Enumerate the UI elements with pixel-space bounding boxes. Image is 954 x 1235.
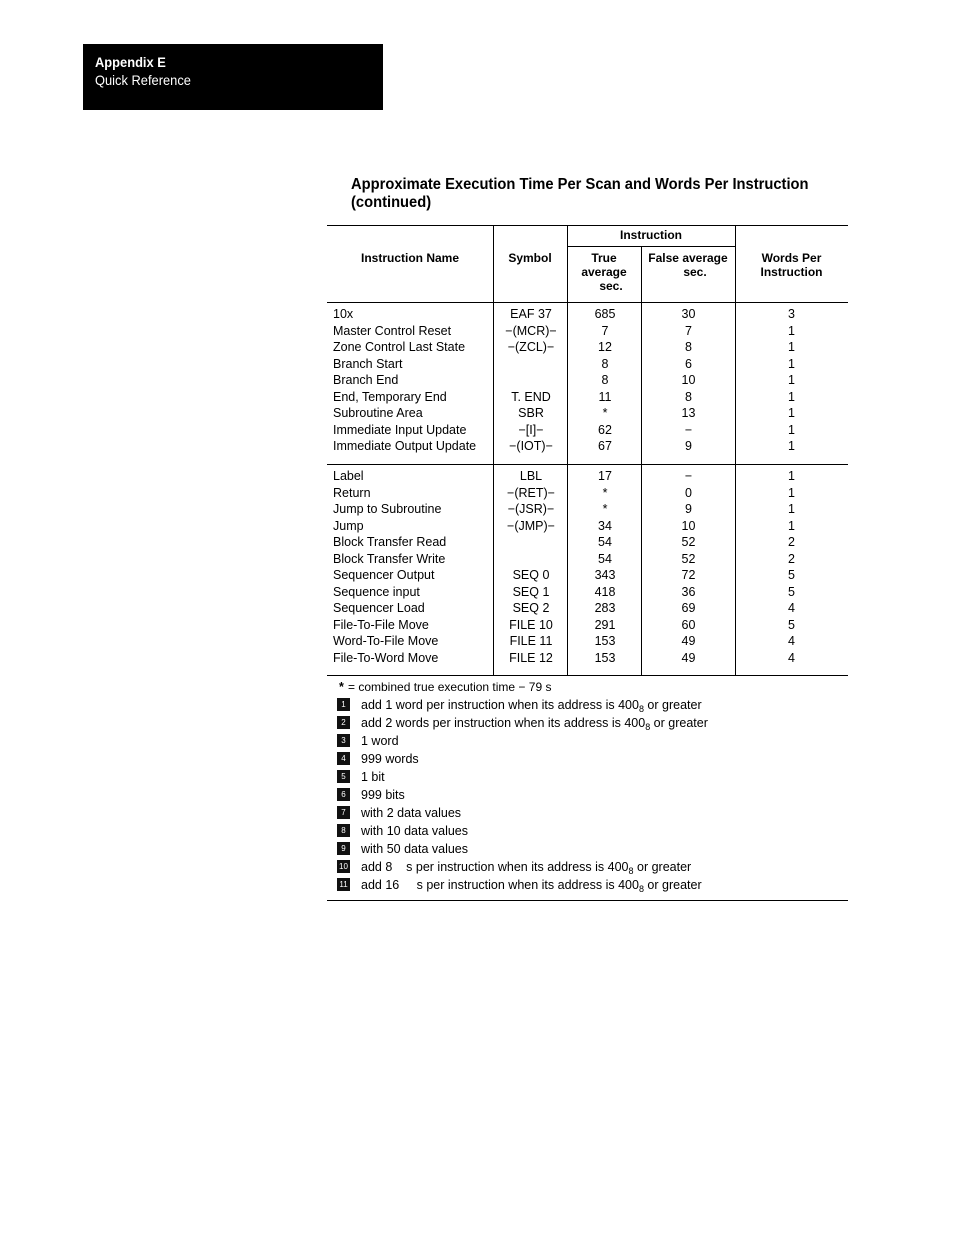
instruction-name-cell: Zone Control Last State [333, 340, 466, 354]
words-cell: 1 [788, 485, 795, 500]
words-cell: 4 [788, 601, 795, 615]
true-average-cell: * [602, 502, 608, 516]
symbol-cell: FILE 10 [509, 617, 553, 632]
false-average-cell: 60 [681, 617, 696, 632]
footnote-subscript: 8 [638, 884, 644, 894]
footnote-number-badge: 10 [337, 860, 350, 873]
true-average-cell: * [602, 406, 608, 420]
symbol-cell: −(JSR)− [507, 502, 555, 516]
appendix-label: Appendix E [95, 54, 166, 70]
header-words-line1: Words Per [761, 251, 822, 265]
false-average-cell: 49 [681, 634, 696, 648]
false-average-cell: 52 [681, 535, 696, 549]
false-average-cell: 0 [685, 485, 692, 500]
instruction-name-cell: Branch Start [333, 356, 403, 371]
false-average-cell: 72 [681, 568, 696, 582]
header-true-line1: True [591, 251, 617, 265]
footnote-subscript: 8 [638, 704, 644, 714]
symbol-cell: FILE 11 [509, 634, 553, 648]
instruction-name-cell: File-To-Word Move [333, 650, 439, 665]
words-cell: 3 [788, 307, 795, 321]
footnote-text [361, 732, 399, 750]
table-title [351, 176, 851, 212]
true-average-cell: 12 [598, 340, 612, 354]
footnote-number-badge: 4 [337, 752, 350, 765]
header-false-line2: sec. [683, 265, 707, 279]
footnote-star-symbol: * [339, 680, 344, 694]
footnote-number-badge: 9 [337, 842, 350, 855]
symbol-cell [494, 372, 568, 389]
words-cell: 1 [788, 323, 795, 338]
instruction-name-cell: Subroutine Area [333, 406, 423, 420]
footnote-main-text: 1 bit [361, 770, 385, 784]
true-average-cell: 343 [594, 568, 616, 582]
footnote-text [361, 858, 691, 876]
footnote-number-badge: 8 [337, 824, 350, 837]
symbol-cell: −(ZCL)− [507, 340, 555, 354]
words-cell: 1 [788, 340, 795, 354]
symbol-cell: EAF 37 [510, 307, 552, 321]
page-header [83, 44, 383, 110]
footnote-subscript: 8 [645, 722, 651, 732]
header-false-line1: False average [648, 251, 728, 265]
words-cell: 1 [788, 439, 795, 453]
footnote-text [361, 804, 461, 822]
header-words-line2: Instruction [760, 265, 823, 279]
true-average-cell: 34 [598, 518, 612, 533]
instruction-name-cell: Branch End [333, 373, 399, 387]
footnote-main-text: with 50 data values [361, 842, 469, 856]
footnote-tail-text: or greater [643, 878, 702, 892]
false-average-cell: 9 [685, 439, 692, 453]
true-average-cell: 418 [594, 584, 616, 599]
symbol-cell: −(RET)− [507, 485, 555, 500]
words-cell: 5 [788, 568, 795, 582]
symbol-cell: SEQ 1 [512, 584, 550, 599]
footnote-main-text: add 16 s per instruction when its address is 400 [361, 878, 639, 892]
footnote-main-text: 999 words [361, 752, 419, 766]
footnote-text [361, 840, 468, 858]
false-average-cell: 49 [681, 650, 696, 665]
true-average-cell: 8 [601, 373, 609, 387]
words-cell: 1 [788, 389, 795, 404]
footnote-text [361, 786, 405, 804]
instruction-name-cell: Sequencer Load [333, 601, 425, 615]
footnote-text [361, 768, 385, 786]
false-average-cell: 30 [681, 307, 696, 321]
header-true-average [567, 251, 641, 293]
instruction-rule [567, 246, 735, 247]
footnote-main-text: add 1 word per instruction when its address is 400 [361, 698, 639, 712]
symbol-cell [494, 534, 568, 551]
table-title-line2: (continued) [351, 194, 432, 211]
footnote-main-text: add 8 s per instruction when its address is 400 [361, 860, 629, 874]
footnote-number-badge: 7 [337, 806, 350, 819]
instruction-name-cell: Block Transfer Write [333, 551, 446, 566]
instruction-name-cell: Jump to Subroutine [333, 502, 442, 516]
footnote-text [361, 876, 702, 894]
instruction-name-cell: 10x [333, 307, 354, 321]
footnote-star-text: = combined true execution time − 79 s [348, 680, 552, 694]
footnote-main-text: with 2 data values [361, 806, 462, 820]
true-average-cell: * [602, 485, 608, 500]
false-average-cell: 8 [685, 340, 692, 354]
footnote-bottom-rule [327, 900, 848, 901]
instruction-name-cell: End, Temporary End [333, 389, 447, 404]
header-symbol: Symbol [508, 251, 552, 265]
false-average-cell: 8 [685, 389, 692, 404]
words-cell: 1 [788, 422, 795, 437]
footnote-tail-text: or greater [650, 716, 708, 730]
true-average-cell: 54 [598, 535, 612, 549]
true-average-cell: 153 [594, 634, 616, 648]
footnote-main-text: add 2 words per instruction when its address is 400 [361, 716, 646, 730]
instruction-name-cell: Label [333, 469, 364, 483]
footnote-main-text: 1 word [361, 734, 399, 748]
true-average-cell: 8 [601, 356, 609, 371]
true-average-cell: 153 [594, 650, 616, 665]
false-average-cell: 10 [681, 373, 696, 387]
symbol-cell: SBR [518, 406, 544, 420]
false-average-cell: 69 [681, 601, 696, 615]
true-average-cell: 11 [598, 389, 612, 404]
instruction-name-cell: Jump [333, 518, 364, 533]
true-average-cell: 291 [594, 617, 616, 632]
words-cell: 4 [788, 634, 795, 648]
symbol-cell: SEQ 2 [512, 601, 550, 615]
words-cell: 5 [788, 617, 795, 632]
false-average-cell: 13 [681, 406, 696, 420]
table-bottom-rule [327, 675, 848, 676]
true-average-cell: 283 [594, 601, 616, 615]
group-divider-rule [327, 464, 848, 465]
footnote-number-badge: 6 [337, 788, 350, 801]
symbol-cell: −(IOT)− [509, 439, 553, 453]
true-average-cell: 7 [601, 323, 609, 338]
words-cell: 1 [788, 373, 795, 387]
symbol-cell: −(MCR)− [505, 323, 557, 338]
false-average-cell: − [684, 469, 693, 483]
footnote-tail-text: or greater [643, 698, 702, 712]
words-cell: 1 [788, 406, 795, 420]
true-average-cell: 685 [594, 307, 616, 321]
footnote-subscript: 8 [628, 866, 634, 876]
header-true-line2: average [581, 265, 627, 279]
instruction-name-cell: Immediate Input Update [333, 422, 467, 437]
instruction-name-cell: Master Control Reset [333, 323, 452, 338]
footnote-number-badge: 5 [337, 770, 350, 783]
instruction-name-cell: Word-To-File Move [333, 634, 439, 648]
footnote-main-text: 999 bits [361, 788, 405, 802]
symbol-cell: SEQ 0 [512, 568, 550, 582]
words-cell: 1 [788, 518, 795, 533]
symbol-cell: −[I]− [518, 422, 544, 437]
true-average-cell: 67 [598, 439, 612, 453]
false-average-cell: 52 [681, 551, 696, 566]
footnote-text [361, 714, 708, 732]
instruction-name-cell: Block Transfer Read [333, 535, 447, 549]
symbol-cell: FILE 12 [509, 650, 553, 665]
footnote-number-badge: 3 [337, 734, 350, 747]
footnote-number-badge: 2 [337, 716, 350, 729]
true-average-cell: 54 [598, 551, 612, 566]
footnote-number-badge: 11 [337, 878, 350, 891]
symbol-cell: T. END [511, 389, 551, 404]
instruction-name-cell: Sequence input [333, 584, 420, 599]
false-average-cell: 36 [681, 584, 696, 599]
header-false-average [641, 251, 735, 279]
words-cell: 2 [788, 551, 795, 566]
false-average-cell: − [684, 422, 693, 437]
footnote-text [361, 822, 468, 840]
true-average-cell: 62 [598, 422, 612, 437]
section-label: Quick Reference [95, 72, 191, 88]
words-cell: 1 [788, 356, 795, 371]
footnote-number-badge: 1 [337, 698, 350, 711]
true-average-cell: 17 [598, 469, 612, 483]
footnote-text [361, 696, 702, 714]
header-bottom-rule [327, 302, 848, 303]
table-title-line1: Approximate Execution Time Per Scan and Words Per Instruction [351, 176, 809, 193]
header-words-per-instruction [735, 251, 848, 279]
instruction-name-cell: Return [333, 485, 371, 500]
footnote-tail-text: or greater [633, 860, 692, 874]
false-average-cell: 7 [685, 323, 692, 338]
header-true-line3: sec. [599, 279, 623, 293]
table-top-rule [327, 225, 848, 226]
words-cell: 1 [788, 469, 795, 483]
instruction-name-cell: File-To-File Move [333, 617, 429, 632]
words-cell: 2 [788, 535, 795, 549]
symbol-cell [494, 551, 568, 568]
footnote-text [361, 750, 419, 768]
instruction-name-cell: Sequencer Output [333, 568, 435, 582]
header-instruction-name: Instruction Name [360, 251, 459, 265]
header-instruction: Instruction [620, 228, 682, 242]
false-average-cell: 6 [685, 356, 692, 371]
symbol-cell: −(JMP)− [507, 518, 555, 533]
words-cell: 5 [788, 584, 795, 599]
footnote-main-text: with 10 data values [361, 824, 469, 838]
symbol-cell: LBL [519, 469, 543, 483]
words-cell: 4 [788, 650, 795, 665]
instruction-name-cell: Immediate Output Update [333, 439, 477, 453]
false-average-cell: 9 [685, 502, 692, 516]
words-cell: 1 [788, 502, 795, 516]
false-average-cell: 10 [681, 518, 696, 533]
symbol-cell [494, 356, 568, 373]
